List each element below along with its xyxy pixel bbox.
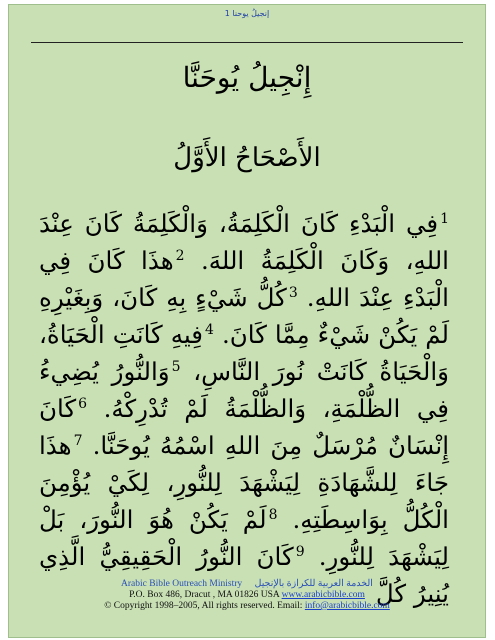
header-divider	[31, 42, 463, 43]
verse-number: 5	[171, 358, 181, 375]
verse-text: كُلُّ شَيْءٍ بِهِ كَانَ، وَبِغَيْرِهِ لَمْ يَكُنْ شَيْءٌ مِمَّا كَانَ.	[39, 283, 449, 349]
organization-line	[9, 579, 485, 590]
verse-number: 9	[295, 543, 305, 560]
book-title: إِنْجِيلُ يُوحَنَّا	[182, 61, 312, 94]
verse-number: 7	[73, 432, 83, 449]
organization-name-english: Arabic Bible Outreach Ministry	[121, 579, 243, 589]
copyright-text: © Copyright 1998–2005, All rights reserved. Email:	[104, 601, 305, 611]
verse-number: 4	[205, 321, 214, 338]
verse-text: كَانَ إِنْسَانٌ مُرْسَلٌ مِنَ اللهِ اسْمُهُ يُوحَنَّا.	[39, 394, 449, 460]
verse-text: فِيهِ كَانَتِ الْحَيَاةُ، وَالْحَيَاةُ كَانَتْ نُورَ النَّاسِ،	[39, 320, 450, 386]
verse-text: وَالنُّورُ يُضِيءُ فِي الظُّلْمَةِ، وَالظُّلْمَةُ لَمْ تُدْرِكْهُ.	[39, 357, 449, 423]
page	[8, 4, 486, 638]
scripture-text	[39, 205, 449, 612]
email-link[interactable]: info@arabicbible.com	[304, 601, 390, 611]
website-link[interactable]: www.arabicbible.com	[281, 590, 365, 600]
verse-number: 6	[78, 395, 88, 412]
organization-name-arabic: الخدمة العربية للكرازة بالإنجيل	[254, 579, 373, 589]
chapter-title: الأَصْحَاحُ الأَوَّلُ	[173, 143, 321, 173]
verse-text: هذَا جَاءَ لِلشَّهَادَةِ لِيَشْهَدَ لِلنُّورِ، لِكَيْ يُؤْمِنَ الْكُلُّ بِوَاسِطَتِهِ.	[39, 431, 449, 534]
verse-number: 3	[288, 284, 298, 301]
verse-number: 1	[440, 210, 449, 227]
verse-number: 8	[268, 506, 278, 523]
copyright-line	[9, 601, 485, 612]
verse-text: هذَا كَانَ فِي الْبَدْءِ عِنْدَ اللهِ.	[39, 246, 449, 312]
verse-number: 2	[175, 247, 185, 264]
running-head: إنجيلُ يوحنا 1	[224, 9, 270, 18]
page-footer	[9, 579, 485, 612]
verse-text: لَمْ يَكُنْ هُوَ النُّورَ، بَلْ لِيَشْهَدَ لِلنُّورِ.	[39, 505, 449, 571]
address-line	[9, 590, 485, 601]
verse-text: فِي الْبَدْءِ كَانَ الْكَلِمَةُ، وَالْكَلِمَةُ كَانَ عِنْدَ اللهِ، وَكَانَ الْكَلِمَةُ اللهَ.	[39, 209, 449, 275]
verse-text: كَانَ النُّورُ الْحَقِيقِيُّ الَّذِي يُنِيرُ كُلَّ	[39, 542, 449, 608]
postal-address: P.O. Box 486, Dracut , MA 01826 USA	[129, 590, 282, 600]
